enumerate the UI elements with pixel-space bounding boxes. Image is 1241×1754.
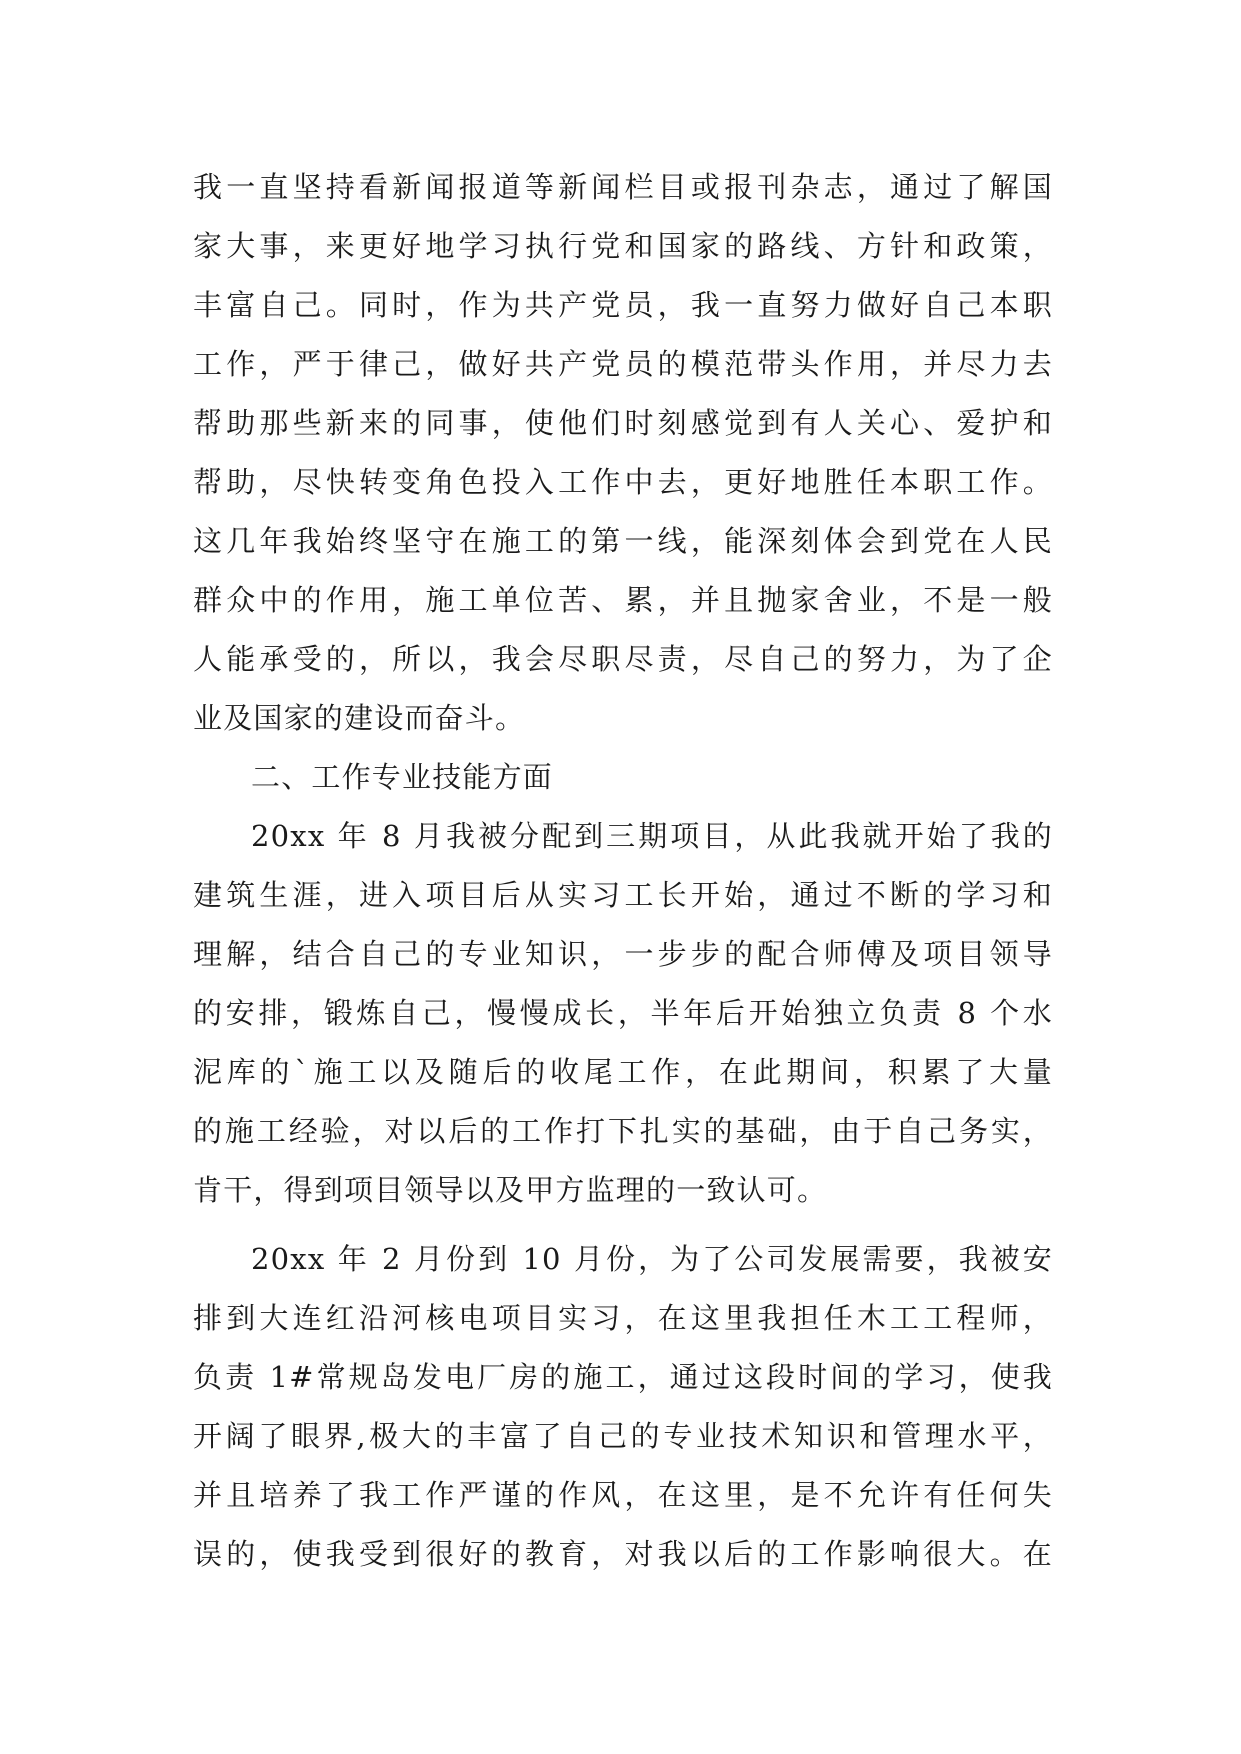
text-line: 20xx 年 8 月我被分配到三期项目，从此我就开始了我的 <box>251 819 1053 853</box>
text-line: 工作，严于律己，做好共产党员的模范带头作用，并尽力去 <box>193 347 1053 381</box>
document-body <box>193 158 1053 1584</box>
text-line: 泥库的`施工以及随后的收尾工作，在此期间，积累了大量 <box>193 1055 1053 1089</box>
paragraph-project-experience <box>193 807 1053 1220</box>
text-line: 群众中的作用，施工单位苦、累，并且抛家舍业，不是一般 <box>193 583 1053 617</box>
text-line: 家大事，来更好地学习执行党和国家的路线、方针和政策， <box>193 229 1053 263</box>
text-line: 的施工经验，对以后的工作打下扎实的基础，由于自己务实， <box>193 1114 1053 1148</box>
text-line: 肯干，得到项目领导以及甲方监理的一致认可。 <box>193 1173 828 1207</box>
text-line: 误的，使我受到很好的教育，对我以后的工作影响很大。在 <box>193 1537 1053 1571</box>
text-line: 我一直坚持看新闻报道等新闻栏目或报刊杂志，通过了解国 <box>193 170 1053 204</box>
text-line: 排到大连红沿河核电项目实习，在这里我担任木工工程师， <box>193 1301 1053 1335</box>
text-line: 帮助那些新来的同事，使他们时刻感觉到有人关心、爱护和 <box>193 406 1053 440</box>
text-line: 负责 1#常规岛发电厂房的施工，通过这段时间的学习，使我 <box>193 1360 1053 1394</box>
text-line: 并且培养了我工作严谨的作风，在这里，是不允许有任何失 <box>193 1478 1053 1512</box>
text-line: 业及国家的建设而奋斗。 <box>193 701 526 735</box>
text-line: 这几年我始终坚守在施工的第一线，能深刻体会到党在人民 <box>193 524 1053 558</box>
text-line: 帮助，尽快转变角色投入工作中去，更好地胜任本职工作。 <box>193 465 1053 499</box>
text-line: 理解，结合自己的专业知识，一步步的配合师傅及项目领导 <box>193 937 1053 971</box>
text-line: 20xx 年 2 月份到 10 月份，为了公司发展需要，我被安 <box>251 1242 1053 1276</box>
text-line: 开阔了眼界,极大的丰富了自己的专业技术知识和管理水平， <box>193 1419 1053 1453</box>
text-line: 丰富自己。同时，作为共产党员，我一直努力做好自己本职 <box>193 288 1053 322</box>
text-line: 的安排，锻炼自己，慢慢成长，半年后开始独立负责 8 个水 <box>193 996 1053 1030</box>
text-line: 建筑生涯，进入项目后从实习工长开始，通过不断的学习和 <box>193 878 1053 912</box>
paragraph-nuclear-project <box>193 1230 1053 1584</box>
heading-text: 二、工作专业技能方面 <box>251 760 554 794</box>
text-line: 人能承受的，所以，我会尽职尽责，尽自己的努力，为了企 <box>193 642 1053 676</box>
paragraph-party-work <box>193 158 1053 748</box>
paragraph-spacer <box>193 1220 1053 1230</box>
section-heading <box>193 748 1053 807</box>
